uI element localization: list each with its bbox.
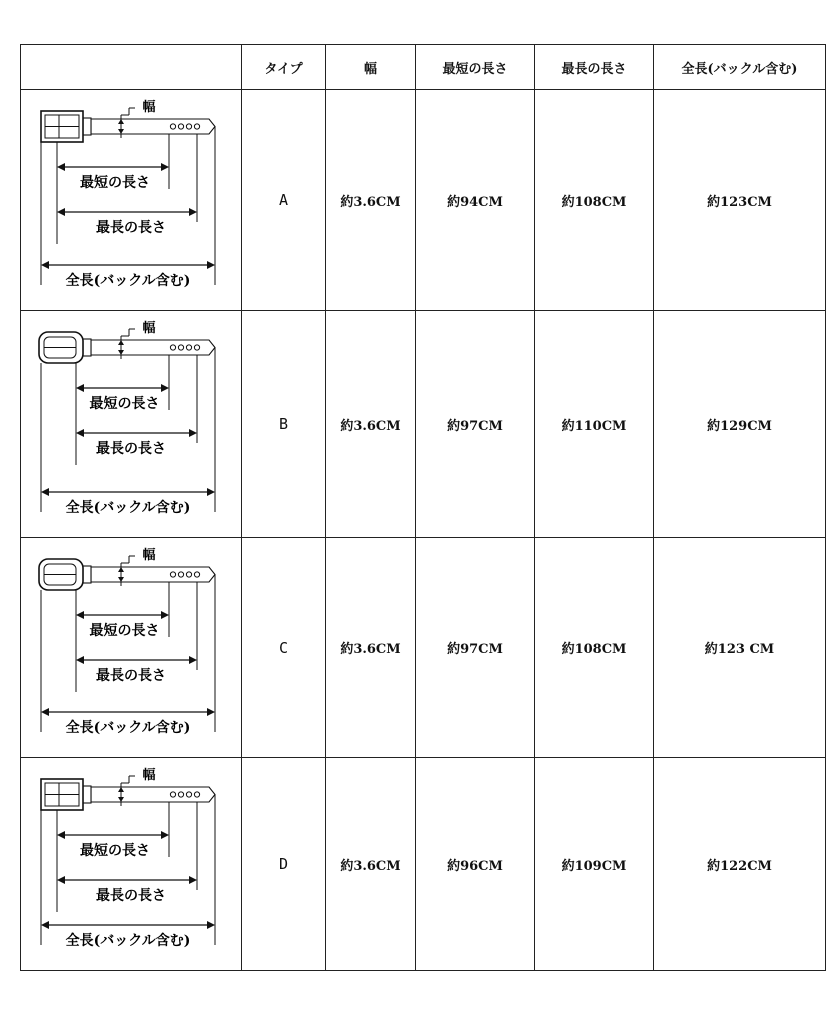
belt-diagram bbox=[21, 758, 241, 970]
shortest-length-arrow bbox=[76, 611, 169, 619]
header-width: 幅 bbox=[326, 45, 416, 90]
longest-length-arrow bbox=[57, 876, 197, 884]
belt-diagram-cell bbox=[21, 758, 242, 971]
cell-longest: 約108CM bbox=[535, 90, 654, 311]
cell-width: 約3.6CM bbox=[326, 758, 416, 971]
cell-longest: 約110CM bbox=[535, 311, 654, 538]
cell-type: C bbox=[242, 538, 326, 758]
table-row bbox=[21, 90, 826, 311]
cell-total: 約123 CM bbox=[654, 538, 826, 758]
header-row bbox=[21, 45, 826, 90]
header-total: 全長(バックル含む) bbox=[654, 45, 826, 90]
header-shortest: 最短の長さ bbox=[416, 45, 535, 90]
cell-total: 約129CM bbox=[654, 311, 826, 538]
cell-shortest: 約94CM bbox=[416, 90, 535, 311]
table-row bbox=[21, 538, 826, 758]
cell-width: 約3.6CM bbox=[326, 538, 416, 758]
width-label: 幅 bbox=[142, 768, 156, 783]
header-type: タイプ bbox=[242, 45, 326, 90]
cell-shortest: 約97CM bbox=[416, 538, 535, 758]
belt-diagram-cell bbox=[21, 90, 242, 311]
total-length-arrow bbox=[41, 921, 215, 929]
buckle-icon bbox=[41, 111, 83, 142]
cell-type: A bbox=[242, 90, 326, 311]
cell-total: 約123CM bbox=[654, 90, 826, 311]
cell-type: B bbox=[242, 311, 326, 538]
total-length-arrow bbox=[41, 261, 215, 269]
belt-diagram bbox=[21, 538, 241, 757]
total-length-label: 全長(バックル含む) bbox=[65, 273, 191, 289]
shortest-length-arrow bbox=[57, 831, 169, 839]
reference-lines bbox=[41, 127, 215, 286]
total-length-label: 全長(バックル含む) bbox=[65, 500, 191, 516]
reference-lines bbox=[41, 795, 215, 946]
belt-diagram-cell bbox=[21, 538, 242, 758]
buckle-icon bbox=[39, 559, 83, 590]
reference-lines bbox=[41, 348, 215, 513]
cell-type: D bbox=[242, 758, 326, 971]
belt-diagram bbox=[21, 311, 241, 537]
belt-diagram bbox=[21, 90, 241, 310]
cell-longest: 約108CM bbox=[535, 538, 654, 758]
width-label: 幅 bbox=[142, 321, 156, 336]
width-label: 幅 bbox=[142, 100, 156, 115]
reference-lines bbox=[41, 575, 215, 733]
total-length-arrow bbox=[41, 488, 215, 496]
shortest-length-arrow bbox=[76, 384, 169, 392]
belt-diagram-cell bbox=[21, 311, 242, 538]
total-length-arrow bbox=[41, 708, 215, 716]
shortest-length-label: 最短の長さ bbox=[80, 843, 150, 859]
cell-shortest: 約97CM bbox=[416, 311, 535, 538]
cell-width: 約3.6CM bbox=[326, 90, 416, 311]
cell-longest: 約109CM bbox=[535, 758, 654, 971]
belt-size-table bbox=[20, 44, 826, 971]
header-diagram bbox=[21, 45, 242, 90]
total-length-label: 全長(バックル含む) bbox=[65, 933, 191, 949]
cell-shortest: 約96CM bbox=[416, 758, 535, 971]
width-label: 幅 bbox=[142, 548, 156, 563]
buckle-icon bbox=[41, 779, 83, 810]
longest-length-arrow bbox=[76, 656, 197, 664]
longest-length-label: 最長の長さ bbox=[96, 220, 166, 236]
total-length-label: 全長(バックル含む) bbox=[65, 720, 191, 736]
shortest-length-label: 最短の長さ bbox=[89, 623, 160, 639]
cell-total: 約122CM bbox=[654, 758, 826, 971]
shortest-length-arrow bbox=[57, 163, 169, 171]
longest-length-arrow bbox=[76, 429, 197, 437]
longest-length-label: 最長の長さ bbox=[96, 888, 166, 904]
header-longest: 最長の長さ bbox=[535, 45, 654, 90]
table-row bbox=[21, 758, 826, 971]
shortest-length-label: 最短の長さ bbox=[89, 396, 160, 412]
cell-width: 約3.6CM bbox=[326, 311, 416, 538]
shortest-length-label: 最短の長さ bbox=[80, 175, 150, 191]
longest-length-arrow bbox=[57, 208, 197, 216]
longest-length-label: 最長の長さ bbox=[96, 441, 166, 457]
buckle-icon bbox=[39, 332, 83, 363]
longest-length-label: 最長の長さ bbox=[96, 668, 166, 684]
table-row bbox=[21, 311, 826, 538]
